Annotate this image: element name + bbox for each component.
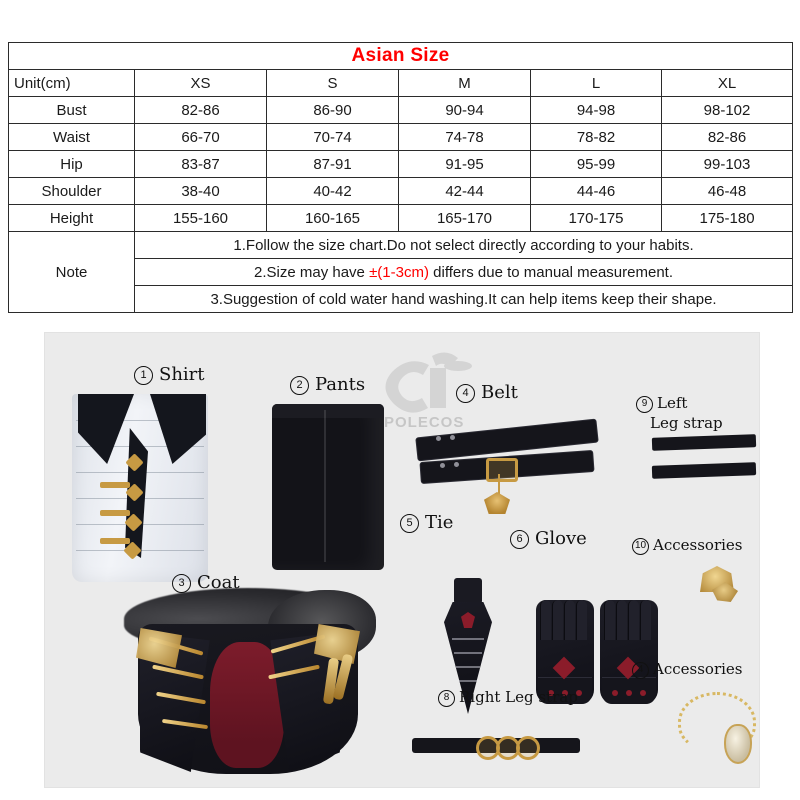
- unit-header: Unit(cm): [9, 70, 135, 97]
- accessories-4-image: [672, 690, 760, 766]
- size-chart-section: [8, 42, 792, 313]
- column-header-xl: XL: [662, 70, 793, 97]
- note-text-2: [135, 259, 793, 286]
- cell-waist-xs: 66-70: [135, 124, 267, 151]
- label-text-right-leg-strap: Right Leg strap: [459, 688, 578, 706]
- label-accessories-4: [632, 660, 742, 679]
- cell-height-xs: 155-160: [135, 205, 267, 232]
- cell-shoulder-m: 42-44: [399, 178, 531, 205]
- row-label-bust: Bust: [9, 97, 135, 124]
- tie-lace: [459, 680, 477, 682]
- row-label-waist: Waist: [9, 124, 135, 151]
- label-text-glove: Glove: [535, 528, 587, 549]
- belt-hole: [436, 436, 441, 441]
- label-text-accessories-4: Accessories: [653, 660, 743, 678]
- label-number-9: 9: [636, 396, 653, 413]
- cell-shoulder-xs: 38-40: [135, 178, 267, 205]
- tie-lace: [454, 652, 482, 654]
- belt-hole: [440, 463, 445, 468]
- tie-knot: [454, 578, 482, 604]
- note-text-3: 3.Suggestion of cold water hand washing.It can help items keep their shape.: [135, 286, 793, 313]
- cell-shoulder-l: 44-46: [531, 178, 662, 205]
- row-label-shoulder: Shoulder: [9, 178, 135, 205]
- cell-shoulder-s: 40-42: [267, 178, 399, 205]
- cell-bust-m: 90-94: [399, 97, 531, 124]
- label-number-3: 3: [172, 574, 191, 593]
- belt-hole: [454, 462, 459, 467]
- label-number-2: 2: [290, 376, 309, 395]
- note-2-suffix: differs due to manual measurement.: [428, 263, 674, 281]
- label-number-4b: 4: [632, 662, 649, 679]
- belt-emblem: [484, 492, 510, 514]
- label-accessories-10: [632, 536, 742, 555]
- glove-red-dot: [626, 690, 632, 696]
- cell-hip-xl: 99-103: [662, 151, 793, 178]
- label-shirt: [134, 364, 205, 385]
- label-number-4: 4: [456, 384, 475, 403]
- label-number-8: 8: [438, 690, 455, 707]
- label-left-leg-strap: [636, 394, 687, 413]
- shirt-image: [72, 394, 208, 582]
- cell-hip-s: 87-91: [267, 151, 399, 178]
- belt-image: [416, 414, 596, 506]
- shirt-gold-trim: [100, 482, 130, 488]
- watermark-text: POLECOS: [384, 414, 465, 431]
- label-tie: [400, 512, 453, 533]
- glove-red-dot: [640, 690, 646, 696]
- belt-chain: [498, 474, 500, 496]
- label-glove: [510, 528, 587, 549]
- column-header-s: S: [267, 70, 399, 97]
- cell-height-s: 160-165: [267, 205, 399, 232]
- column-header-m: M: [399, 70, 531, 97]
- label-belt: [456, 382, 518, 403]
- label-number-1: 1: [134, 366, 153, 385]
- cell-height-l: 170-175: [531, 205, 662, 232]
- label-text-belt: Belt: [481, 382, 518, 403]
- label-number-5: 5: [400, 514, 419, 533]
- shirt-gold-trim: [100, 510, 130, 516]
- label-text-coat: Coat: [197, 572, 240, 593]
- necklace-pendant: [724, 724, 752, 764]
- pants-waistband: [272, 404, 384, 418]
- cell-waist-m: 74-78: [399, 124, 531, 151]
- size-chart-table: [8, 42, 793, 313]
- note-text-1: 1.Follow the size chart.Do not select directly according to your habits.: [135, 232, 793, 259]
- cell-bust-s: 86-90: [267, 97, 399, 124]
- note-row-1: [9, 232, 793, 259]
- label-pants: [290, 374, 365, 395]
- left-leg-strap-image: [652, 430, 756, 486]
- pants-seam: [324, 410, 326, 562]
- cell-waist-s: 70-74: [267, 124, 399, 151]
- note-2-prefix: 2.Size may have: [254, 263, 370, 281]
- glove-fingers: [604, 600, 654, 646]
- shirt-gold-trim: [100, 538, 130, 544]
- label-text-tie: Tie: [425, 512, 454, 533]
- glove-red-dot: [612, 690, 618, 696]
- strap-ring: [516, 736, 540, 760]
- note-2-tolerance: ±(1-3cm): [369, 263, 429, 281]
- label-coat: [172, 572, 240, 593]
- size-chart-header-row: [9, 70, 793, 97]
- cell-height-xl: 175-180: [662, 205, 793, 232]
- label-text-leg-strap: Leg strap: [650, 414, 723, 432]
- cell-hip-xs: 83-87: [135, 151, 267, 178]
- coat-image: [118, 584, 378, 780]
- label-number-6: 6: [510, 530, 529, 549]
- row-label-height: Height: [9, 205, 135, 232]
- label-text-shirt: Shirt: [159, 364, 205, 385]
- column-header-xs: XS: [135, 70, 267, 97]
- tie-lace: [456, 666, 480, 668]
- leg-strap-band: [652, 434, 756, 451]
- column-header-l: L: [531, 70, 662, 97]
- cell-waist-xl: 82-86: [662, 124, 793, 151]
- table-row: [9, 97, 793, 124]
- note-label: Note: [9, 232, 135, 313]
- label-right-leg-strap: [438, 688, 578, 707]
- leg-strap-band: [652, 462, 756, 479]
- label-text-accessories-10: Accessories: [653, 536, 743, 554]
- label-left-leg-strap-line2: [650, 414, 723, 432]
- label-text-left: Left: [657, 394, 688, 412]
- table-row: [9, 151, 793, 178]
- glove-red-diamond: [553, 657, 576, 680]
- glove-right: [600, 600, 658, 704]
- table-row: [9, 124, 793, 151]
- size-chart-title-row: [9, 43, 793, 70]
- cell-hip-m: 91-95: [399, 151, 531, 178]
- cell-bust-xl: 98-102: [662, 97, 793, 124]
- cell-bust-xs: 82-86: [135, 97, 267, 124]
- cell-height-m: 165-170: [399, 205, 531, 232]
- tie-lace: [452, 638, 484, 640]
- cell-hip-l: 95-99: [531, 151, 662, 178]
- accessories-10-image: [694, 560, 748, 604]
- size-chart-title: Asian Size: [351, 45, 450, 66]
- label-text-pants: Pants: [315, 374, 366, 395]
- product-photo: [44, 332, 760, 788]
- cell-bust-l: 94-98: [531, 97, 662, 124]
- pants-image: [272, 404, 384, 570]
- cell-waist-l: 78-82: [531, 124, 662, 151]
- right-leg-strap-image: [412, 732, 580, 758]
- cell-shoulder-xl: 46-48: [662, 178, 793, 205]
- table-row: [9, 178, 793, 205]
- coat-lining: [210, 642, 284, 768]
- belt-hole: [450, 435, 455, 440]
- label-number-10: 10: [632, 538, 649, 555]
- table-row: [9, 205, 793, 232]
- belt-buckle: [486, 458, 518, 482]
- row-label-hip: Hip: [9, 151, 135, 178]
- glove-fingers: [540, 600, 590, 646]
